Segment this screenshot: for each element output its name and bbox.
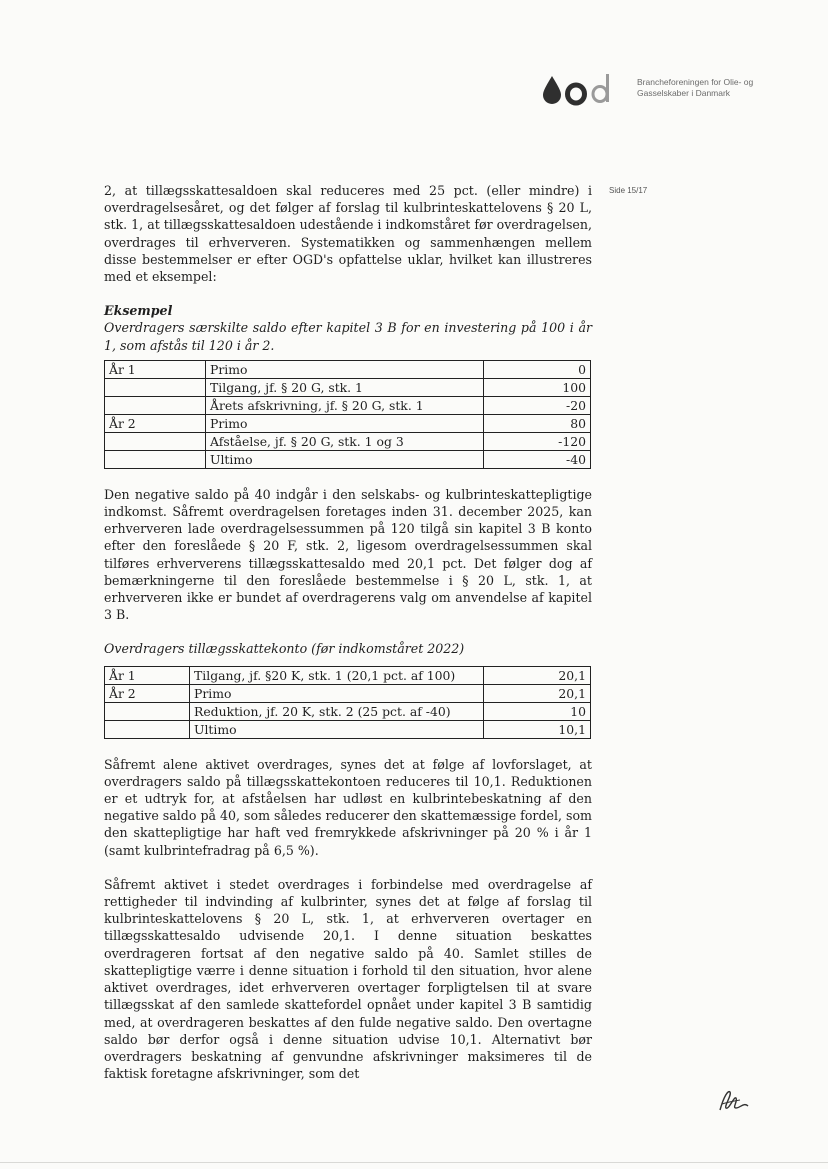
description-cell: Afståelse, jf. § 20 G, stk. 1 og 3 <box>206 432 484 450</box>
amount-cell: 10 <box>484 702 591 720</box>
amount-cell: -120 <box>484 432 591 450</box>
paragraph-4: Såfremt aktivet i stedet overdrages i forbindelse med overdragelse af rettigheder til indvinding af kulbrinter, synes det at følge af forslag til kulbrinteskattelovens § 20 L, stk. 1, at erhververen overtager en tillægsskattesaldo udvisende 20,1. I denne situation beskattes overdrageren fortsat af den negative saldo på 40. Samlet stilles de skattepligtige værre i denne situation i forhold til den situation, hvor alene aktivet overdrages, idet erhververen overtager forpligtelsen til at svare tillægsskat af den samlede skattefordel opnået under kapitel 3 B samtidig med, at overdrageren beskattes af den fulde negative saldo. Den overtagne saldo bør derfor også i denne situation udvise 10,1. Alternativt bør overdragers beskatning af genvundne afskrivninger maksimeres til de faktisk foretagne afskrivninger, som det <box>104 876 592 1082</box>
table-row <box>105 378 591 396</box>
example-heading: Eksempel <box>104 303 173 319</box>
saldo-table <box>104 360 591 469</box>
amount-cell: 100 <box>484 378 591 396</box>
year-cell <box>105 378 206 396</box>
amount-cell: -40 <box>484 450 591 468</box>
year-cell: År 1 <box>105 666 190 684</box>
amount-cell: 10,1 <box>484 720 591 738</box>
organization-name <box>637 77 753 99</box>
document-body <box>104 182 592 1082</box>
year-cell <box>105 720 190 738</box>
table-row <box>105 684 591 702</box>
year-cell <box>105 396 206 414</box>
org-line-2: Gasselskaber i Danmark <box>637 88 731 98</box>
description-cell: Reduktion, jf. 20 K, stk. 2 (25 pct. af -40) <box>190 702 484 720</box>
description-cell: Ultimo <box>190 720 484 738</box>
amount-cell: -20 <box>484 396 591 414</box>
year-cell: År 2 <box>105 414 206 432</box>
description-cell: Primo <box>206 360 484 378</box>
signature-icon <box>714 1086 754 1120</box>
example-subtitle: Overdragers særskilte saldo efter kapitel 3 B for en investering på 100 i år 1, som afstås til 120 i år 2. <box>104 320 592 353</box>
tillaegsskat-table <box>104 666 591 739</box>
table-row <box>105 432 591 450</box>
paragraph-1: 2, at tillægsskattesaldoen skal reduceres med 25 pct. (eller mindre) i overdragelsesåret, og det følger af forslag til kulbrinteskattelovens § 20 L, stk. 1, at tillægsskattesaldoen udestående i indkomståret før overdragelsen, overdrages til erhververen. Systematikken og sammenhængen mellem disse bestemmelser er efter OGD's opfattelse uklar, hvilket kan illustreres med et eksempel: <box>104 183 592 285</box>
table-row <box>105 414 591 432</box>
amount-cell: 80 <box>484 414 591 432</box>
description-cell: Tilgang, jf. §20 K, stk. 1 (20,1 pct. af 100) <box>190 666 484 684</box>
paragraph-2: Den negative saldo på 40 indgår i den selskabs- og kulbrinteskattepligtige indkomst. Såfremt overdragelsen foretages inden 31. december 2025, kan erhververen lade overdragelsessummen på 120 tilgå sin kapitel 3 B konto efter den foreslåede § 20 F, stk. 2, ligesom overdragelsessummen skal tilføres erhververens tillægsskattesaldo med 20,1 pct. Det følger dog af bemærkningerne til den foreslåede bestemmelse i § 20 L, stk. 1, at erhververen ikke er bundet af overdragerens valg om anvendelse af kapitel 3 B. <box>104 486 592 623</box>
org-line-1: Brancheforeningen for Olie- og <box>637 77 754 87</box>
table-row <box>105 396 591 414</box>
year-cell: År 2 <box>105 684 190 702</box>
table-row <box>105 450 591 468</box>
table-row <box>105 360 591 378</box>
description-cell: Tilgang, jf. § 20 G, stk. 1 <box>206 378 484 396</box>
description-cell: Primo <box>206 414 484 432</box>
year-cell: År 1 <box>105 360 206 378</box>
ogd-logo-icon <box>540 72 624 106</box>
table-row <box>105 702 591 720</box>
year-cell <box>105 432 206 450</box>
table2-title: Overdragers tillægsskattekonto (før indkomståret 2022) <box>104 641 465 657</box>
amount-cell: 20,1 <box>484 666 591 684</box>
table-row <box>105 666 591 684</box>
table-row <box>105 720 591 738</box>
year-cell <box>105 702 190 720</box>
paragraph-3: Såfremt alene aktivet overdrages, synes det at følge af lovforslaget, at overdragers saldo på tillægsskattekontoen reduceres til 10,1. Reduktionen er et udtryk for, at afståelsen har udløst en kulbrintebeskatning af den negative saldo på 40, som således reducerer den skattemæssige fordel, som den skattepligtige har haft ved fremrykkede afskrivninger på 20 % i år 1 (samt kulbrintefradrag på 6,5 %). <box>104 756 592 858</box>
page-number: Side 15/17 <box>609 186 648 195</box>
amount-cell: 0 <box>484 360 591 378</box>
description-cell: Primo <box>190 684 484 702</box>
description-cell: Ultimo <box>206 450 484 468</box>
description-cell: Årets afskrivning, jf. § 20 G, stk. 1 <box>206 396 484 414</box>
amount-cell: 20,1 <box>484 684 591 702</box>
year-cell <box>105 450 206 468</box>
page-edge <box>0 1162 828 1163</box>
